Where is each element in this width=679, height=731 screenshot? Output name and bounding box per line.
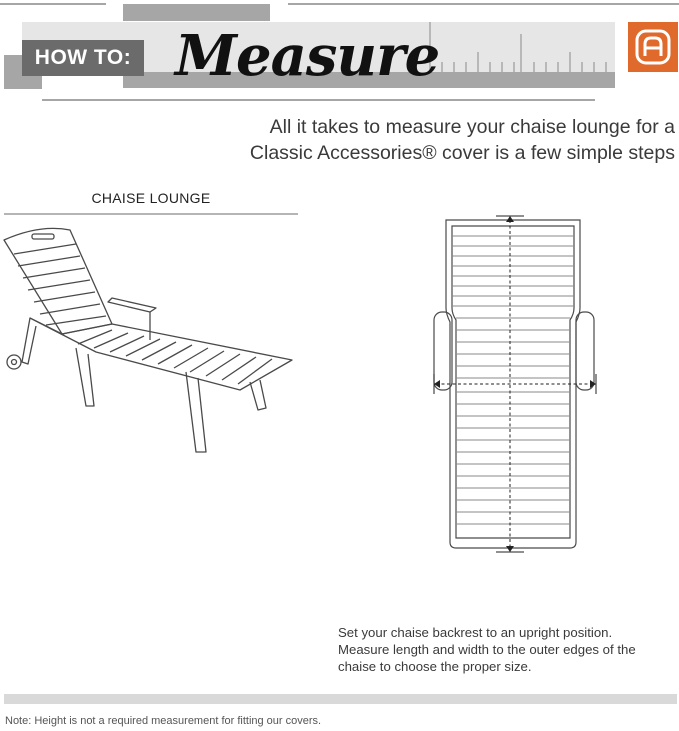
- instructions-line-1: Set your chaise backrest to an upright position.: [338, 625, 613, 640]
- header-top-line-left: [0, 3, 106, 5]
- ruler-ticks: [428, 22, 615, 72]
- footnote: Note: Height is not a required measurement for fitting our covers.: [5, 715, 322, 727]
- header-top-line-right: [288, 3, 679, 5]
- intro-line-1: All it takes to measure your chaise lounge for a: [269, 116, 675, 138]
- chaise-lounge-illustration: [0, 222, 300, 462]
- classic-accessories-logo-icon: [628, 22, 678, 72]
- instructions-line-2: Measure length and width to the outer edges of the: [338, 642, 636, 657]
- page-title: Measure: [175, 23, 440, 89]
- howto-label: HOW TO:: [22, 40, 144, 76]
- bottom-band: [4, 694, 677, 704]
- chaise-label-underline: [4, 213, 298, 215]
- header-bottom-line: [42, 99, 595, 101]
- instructions-text: [338, 624, 668, 675]
- chaise-top-view-diagram: [430, 212, 600, 562]
- instructions-line-3: chaise to choose the proper size.: [338, 659, 532, 674]
- chaise-lounge-label: CHAISE LOUNGE: [91, 190, 211, 206]
- intro-line-2: Classic Accessories® cover is a few simple steps: [249, 142, 675, 164]
- intro-text: [250, 114, 675, 166]
